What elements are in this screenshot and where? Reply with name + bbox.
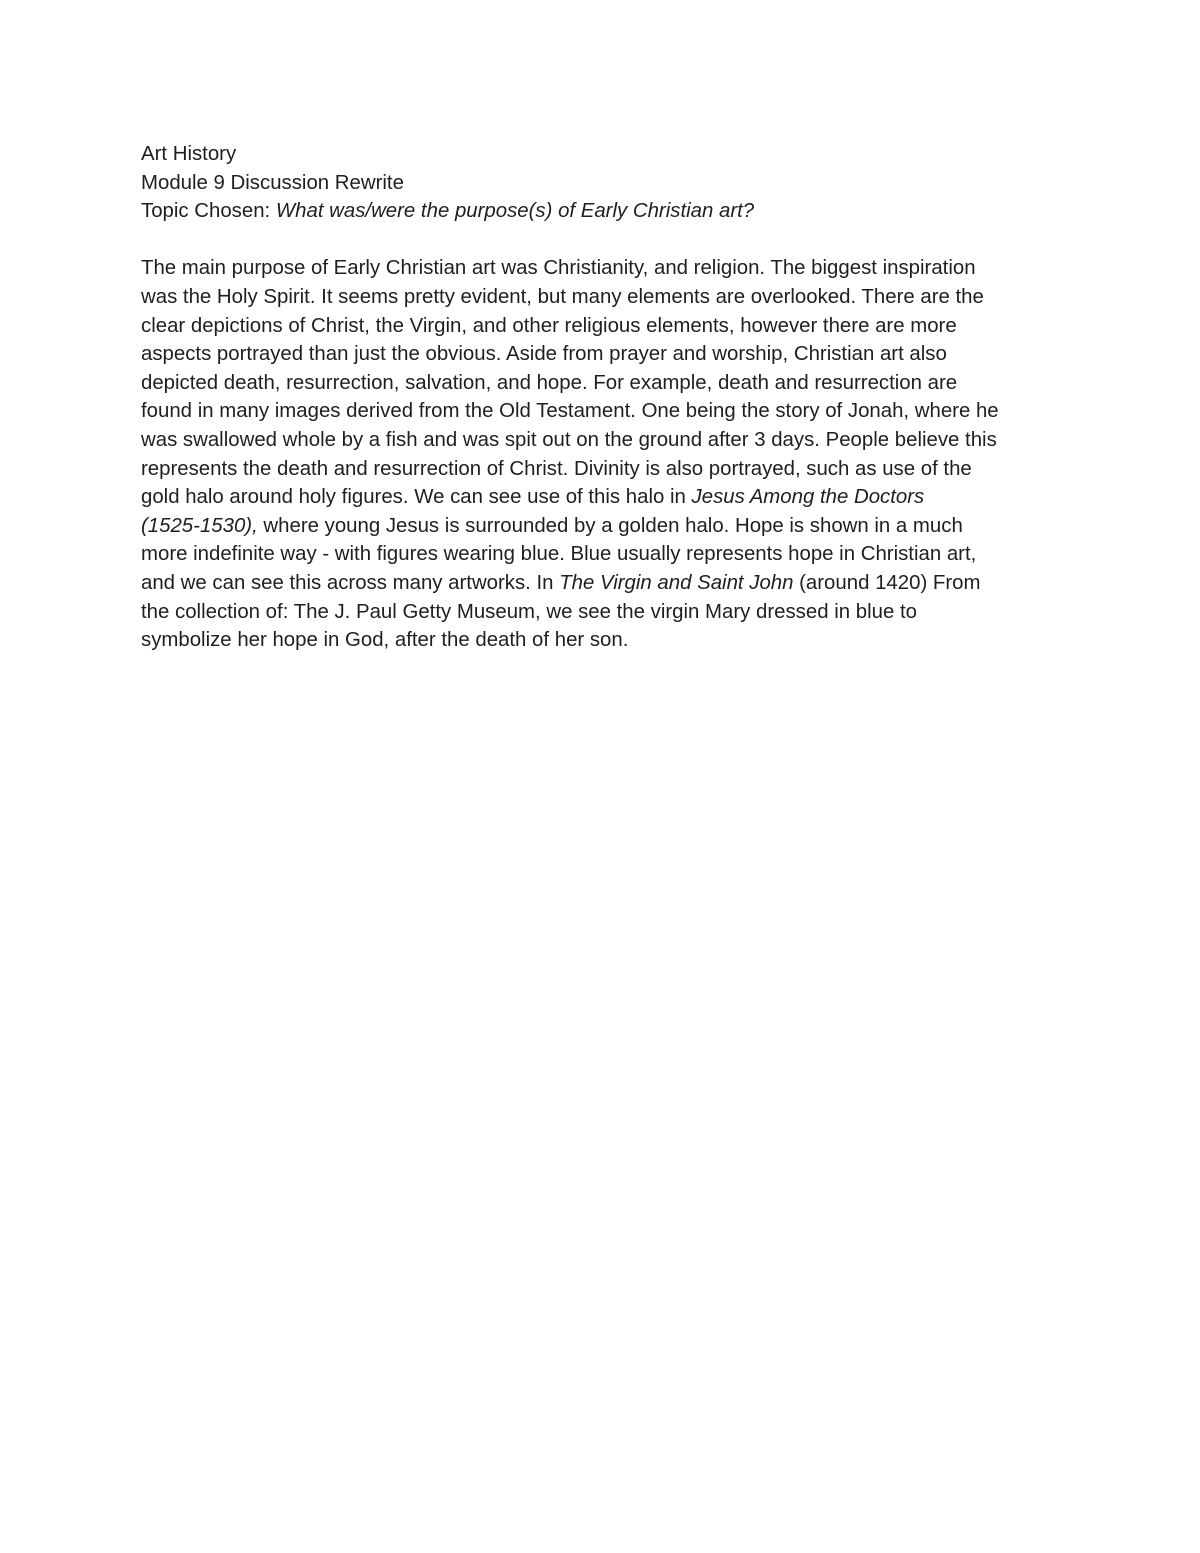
body-paragraph <box>141 254 1061 654</box>
artwork-title: The Virgin and Saint John <box>559 571 794 594</box>
topic-label: Topic Chosen: <box>141 200 276 223</box>
body-line: The main purpose of Early Christian art was Christianity, and religion. The biggest inspiration <box>141 257 976 280</box>
course-title: Art History <box>141 143 237 165</box>
artwork-title: Jesus Among the Doctors <box>691 486 925 509</box>
body-line: was the Holy Spirit. It seems pretty evident, but many elements are overlooked. There are the <box>141 285 984 308</box>
body-line: clear depictions of Christ, the Virgin, and other religious elements, however there are more <box>141 314 957 337</box>
body-line: symbolize her hope in God, after the death of her son. <box>141 629 629 652</box>
assignment-title: Module 9 Discussion Rewrite <box>141 171 404 194</box>
body-line: was swallowed whole by a fish and was spit out on the ground after 3 days. People believe this <box>141 428 997 451</box>
body-line: depicted death, resurrection, salvation, and hope. For example, death and resurrection are <box>141 371 958 394</box>
artwork-date: (1525-1530), <box>141 514 258 537</box>
body-text: gold halo around holy figures. We can see use of this halo in <box>141 486 692 509</box>
body-line: represents the death and resurrection of Christ. Divinity is also portrayed, such as use of the <box>141 457 972 480</box>
topic-question: What was/were the purpose(s) of Early Christian art? <box>275 200 755 223</box>
body-line <box>141 569 1061 598</box>
body-text: where young Jesus is surrounded by a golden halo. Hope is shown in a much <box>257 514 963 537</box>
body-line: the collection of: The J. Paul Getty Museum, we see the virgin Mary dressed in blue to <box>141 600 917 623</box>
body-line <box>141 512 1061 541</box>
body-text: and we can see this across many artworks. In <box>141 571 560 594</box>
topic-line <box>141 197 1061 226</box>
body-text: (around 1420) From <box>793 571 981 594</box>
body-line: aspects portrayed than just the obvious. Aside from prayer and worship, Christian art also <box>141 343 947 366</box>
paragraph-spacer <box>141 226 1061 255</box>
body-line <box>141 483 1061 512</box>
body-line: found in many images derived from the Old Testament. One being the story of Jonah, where he <box>141 400 999 423</box>
body-line: more indefinite way - with figures wearing blue. Blue usually represents hope in Christian art, <box>141 543 977 566</box>
document-content <box>141 140 1061 655</box>
